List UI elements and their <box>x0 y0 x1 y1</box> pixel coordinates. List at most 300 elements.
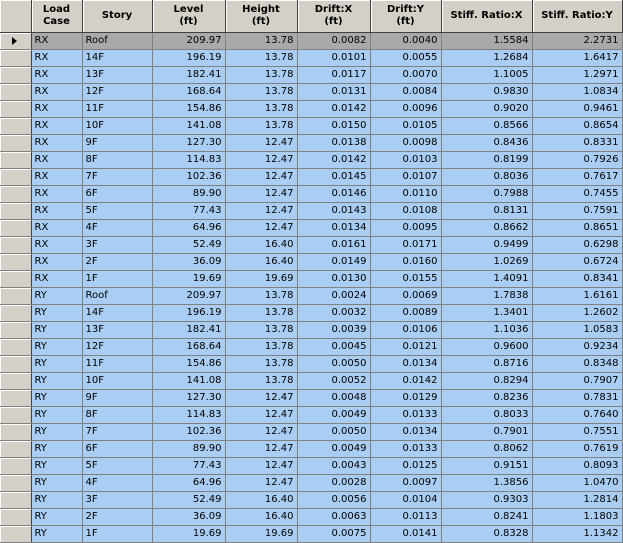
cell-level[interactable]: 52.49 <box>152 237 225 254</box>
table-row[interactable] <box>0 67 622 84</box>
cell-stiff-ratio-x[interactable]: 0.8236 <box>441 390 532 407</box>
cell-drift-y[interactable]: 0.0133 <box>370 407 441 424</box>
table-row[interactable] <box>0 135 622 152</box>
cell-stiff-ratio-x[interactable]: 0.8062 <box>441 441 532 458</box>
cell-stiff-ratio-y[interactable]: 1.2814 <box>532 492 622 509</box>
table-row[interactable] <box>0 322 622 339</box>
cell-level[interactable]: 209.97 <box>152 288 225 305</box>
cell-load-case[interactable]: RX <box>31 118 82 135</box>
row-selector[interactable] <box>0 67 31 84</box>
cell-height[interactable]: 16.40 <box>225 237 297 254</box>
cell-level[interactable]: 114.83 <box>152 152 225 169</box>
cell-load-case[interactable]: RX <box>31 271 82 288</box>
cell-level[interactable]: 127.30 <box>152 135 225 152</box>
cell-stiff-ratio-y[interactable]: 1.0583 <box>532 322 622 339</box>
row-selector[interactable] <box>0 339 31 356</box>
cell-drift-x[interactable]: 0.0145 <box>297 169 370 186</box>
cell-load-case[interactable]: RX <box>31 152 82 169</box>
row-selector[interactable] <box>0 458 31 475</box>
table-row[interactable] <box>0 356 622 373</box>
table-row[interactable] <box>0 509 622 526</box>
row-selector[interactable] <box>0 526 31 543</box>
cell-level[interactable]: 154.86 <box>152 356 225 373</box>
cell-height[interactable]: 13.78 <box>225 118 297 135</box>
cell-height[interactable]: 12.47 <box>225 203 297 220</box>
cell-stiff-ratio-y[interactable]: 0.9461 <box>532 101 622 118</box>
cell-stiff-ratio-x[interactable]: 0.8566 <box>441 118 532 135</box>
cell-stiff-ratio-y[interactable]: 0.8093 <box>532 458 622 475</box>
row-selector[interactable] <box>0 288 31 305</box>
cell-stiff-ratio-x[interactable]: 1.4091 <box>441 271 532 288</box>
table-row[interactable] <box>0 84 622 101</box>
cell-height[interactable]: 13.78 <box>225 33 297 50</box>
cell-stiff-ratio-y[interactable]: 0.7831 <box>532 390 622 407</box>
cell-drift-x[interactable]: 0.0056 <box>297 492 370 509</box>
cell-stiff-ratio-y[interactable]: 0.7551 <box>532 424 622 441</box>
cell-story[interactable]: 11F <box>82 356 152 373</box>
cell-stiff-ratio-y[interactable]: 0.7591 <box>532 203 622 220</box>
cell-level[interactable]: 36.09 <box>152 509 225 526</box>
cell-height[interactable]: 12.47 <box>225 169 297 186</box>
cell-height[interactable]: 12.47 <box>225 407 297 424</box>
row-selector[interactable] <box>0 84 31 101</box>
cell-story[interactable]: Roof <box>82 33 152 50</box>
cell-height[interactable]: 12.47 <box>225 186 297 203</box>
row-selector[interactable] <box>0 101 31 118</box>
cell-stiff-ratio-x[interactable]: 0.8033 <box>441 407 532 424</box>
cell-stiff-ratio-y[interactable]: 1.6417 <box>532 50 622 67</box>
cell-drift-y[interactable]: 0.0108 <box>370 203 441 220</box>
cell-story[interactable]: 8F <box>82 152 152 169</box>
cell-drift-y[interactable]: 0.0096 <box>370 101 441 118</box>
cell-stiff-ratio-y[interactable]: 0.8654 <box>532 118 622 135</box>
cell-level[interactable]: 19.69 <box>152 526 225 543</box>
row-selector[interactable] <box>0 169 31 186</box>
table-row[interactable] <box>0 492 622 509</box>
cell-stiff-ratio-x[interactable]: 0.8328 <box>441 526 532 543</box>
cell-drift-x[interactable]: 0.0052 <box>297 373 370 390</box>
cell-stiff-ratio-y[interactable]: 1.0470 <box>532 475 622 492</box>
cell-height[interactable]: 13.78 <box>225 101 297 118</box>
cell-drift-y[interactable]: 0.0155 <box>370 271 441 288</box>
cell-load-case[interactable]: RY <box>31 407 82 424</box>
column-header-load-case[interactable] <box>31 0 82 33</box>
cell-drift-y[interactable]: 0.0107 <box>370 169 441 186</box>
cell-stiff-ratio-y[interactable]: 0.7907 <box>532 373 622 390</box>
cell-load-case[interactable]: RX <box>31 220 82 237</box>
cell-height[interactable]: 13.78 <box>225 322 297 339</box>
cell-stiff-ratio-y[interactable]: 1.2971 <box>532 67 622 84</box>
cell-load-case[interactable]: RX <box>31 186 82 203</box>
cell-height[interactable]: 13.78 <box>225 305 297 322</box>
row-selector[interactable] <box>0 220 31 237</box>
table-row[interactable] <box>0 186 622 203</box>
cell-level[interactable]: 89.90 <box>152 441 225 458</box>
table-row[interactable] <box>0 50 622 67</box>
row-selector[interactable] <box>0 254 31 271</box>
cell-height[interactable]: 12.47 <box>225 152 297 169</box>
cell-height[interactable]: 12.47 <box>225 441 297 458</box>
cell-level[interactable]: 209.97 <box>152 33 225 50</box>
cell-drift-x[interactable]: 0.0050 <box>297 356 370 373</box>
table-row[interactable] <box>0 152 622 169</box>
cell-story[interactable]: 10F <box>82 118 152 135</box>
cell-drift-y[interactable]: 0.0134 <box>370 356 441 373</box>
row-selector[interactable] <box>0 33 31 50</box>
cell-stiff-ratio-x[interactable]: 0.7901 <box>441 424 532 441</box>
cell-drift-y[interactable]: 0.0089 <box>370 305 441 322</box>
cell-drift-y[interactable]: 0.0121 <box>370 339 441 356</box>
cell-drift-y[interactable]: 0.0070 <box>370 67 441 84</box>
cell-story[interactable]: 8F <box>82 407 152 424</box>
cell-drift-x[interactable]: 0.0045 <box>297 339 370 356</box>
cell-stiff-ratio-y[interactable]: 0.8341 <box>532 271 622 288</box>
cell-stiff-ratio-x[interactable]: 0.9499 <box>441 237 532 254</box>
row-selector[interactable] <box>0 356 31 373</box>
cell-level[interactable]: 141.08 <box>152 118 225 135</box>
cell-drift-x[interactable]: 0.0049 <box>297 407 370 424</box>
cell-stiff-ratio-y[interactable]: 2.2731 <box>532 33 622 50</box>
cell-height[interactable]: 16.40 <box>225 509 297 526</box>
cell-load-case[interactable]: RY <box>31 288 82 305</box>
cell-drift-x[interactable]: 0.0131 <box>297 84 370 101</box>
cell-level[interactable]: 182.41 <box>152 67 225 84</box>
table-row[interactable] <box>0 390 622 407</box>
cell-drift-x[interactable]: 0.0142 <box>297 101 370 118</box>
cell-stiff-ratio-y[interactable]: 0.9234 <box>532 339 622 356</box>
cell-level[interactable]: 102.36 <box>152 424 225 441</box>
cell-load-case[interactable]: RX <box>31 84 82 101</box>
cell-drift-y[interactable]: 0.0040 <box>370 33 441 50</box>
cell-load-case[interactable]: RX <box>31 67 82 84</box>
cell-stiff-ratio-x[interactable]: 0.9151 <box>441 458 532 475</box>
cell-stiff-ratio-y[interactable]: 0.7619 <box>532 441 622 458</box>
column-header-height[interactable] <box>225 0 297 33</box>
table-row[interactable] <box>0 237 622 254</box>
cell-stiff-ratio-y[interactable]: 1.6161 <box>532 288 622 305</box>
cell-load-case[interactable]: RY <box>31 458 82 475</box>
cell-drift-x[interactable]: 0.0134 <box>297 220 370 237</box>
cell-story[interactable]: 12F <box>82 339 152 356</box>
cell-level[interactable]: 36.09 <box>152 254 225 271</box>
cell-height[interactable]: 12.47 <box>225 424 297 441</box>
cell-height[interactable]: 13.78 <box>225 67 297 84</box>
cell-stiff-ratio-x[interactable]: 0.9600 <box>441 339 532 356</box>
column-header-stiff-ratio-y[interactable] <box>532 0 622 33</box>
cell-stiff-ratio-x[interactable]: 1.3401 <box>441 305 532 322</box>
cell-stiff-ratio-y[interactable]: 0.7455 <box>532 186 622 203</box>
row-selector[interactable] <box>0 390 31 407</box>
cell-height[interactable]: 16.40 <box>225 492 297 509</box>
cell-stiff-ratio-x[interactable]: 0.8716 <box>441 356 532 373</box>
cell-stiff-ratio-x[interactable]: 1.1005 <box>441 67 532 84</box>
cell-stiff-ratio-x[interactable]: 0.8241 <box>441 509 532 526</box>
cell-height[interactable]: 13.78 <box>225 339 297 356</box>
cell-story[interactable]: 14F <box>82 305 152 322</box>
cell-story[interactable]: 1F <box>82 526 152 543</box>
cell-load-case[interactable]: RY <box>31 305 82 322</box>
cell-drift-x[interactable]: 0.0161 <box>297 237 370 254</box>
cell-story[interactable]: 7F <box>82 424 152 441</box>
cell-level[interactable]: 77.43 <box>152 203 225 220</box>
cell-stiff-ratio-x[interactable]: 0.9830 <box>441 84 532 101</box>
cell-story[interactable]: 12F <box>82 84 152 101</box>
cell-drift-y[interactable]: 0.0104 <box>370 492 441 509</box>
cell-load-case[interactable]: RX <box>31 237 82 254</box>
table-row[interactable] <box>0 475 622 492</box>
row-selector[interactable] <box>0 135 31 152</box>
row-selector[interactable] <box>0 407 31 424</box>
row-selector[interactable] <box>0 50 31 67</box>
cell-drift-x[interactable]: 0.0049 <box>297 441 370 458</box>
cell-stiff-ratio-y[interactable]: 0.8348 <box>532 356 622 373</box>
cell-story[interactable]: 5F <box>82 458 152 475</box>
row-selector[interactable] <box>0 271 31 288</box>
cell-level[interactable]: 182.41 <box>152 322 225 339</box>
cell-drift-y[interactable]: 0.0160 <box>370 254 441 271</box>
cell-story[interactable]: 9F <box>82 390 152 407</box>
cell-level[interactable]: 168.64 <box>152 339 225 356</box>
table-row[interactable] <box>0 339 622 356</box>
cell-height[interactable]: 13.78 <box>225 50 297 67</box>
cell-story[interactable]: 11F <box>82 101 152 118</box>
cell-stiff-ratio-x[interactable]: 0.9020 <box>441 101 532 118</box>
cell-load-case[interactable]: RX <box>31 254 82 271</box>
cell-drift-x[interactable]: 0.0039 <box>297 322 370 339</box>
cell-drift-x[interactable]: 0.0043 <box>297 458 370 475</box>
table-row[interactable] <box>0 271 622 288</box>
cell-drift-x[interactable]: 0.0130 <box>297 271 370 288</box>
cell-level[interactable]: 19.69 <box>152 271 225 288</box>
cell-drift-y[interactable]: 0.0098 <box>370 135 441 152</box>
cell-stiff-ratio-y[interactable]: 0.6724 <box>532 254 622 271</box>
cell-height[interactable]: 12.47 <box>225 220 297 237</box>
cell-drift-x[interactable]: 0.0063 <box>297 509 370 526</box>
row-selector[interactable] <box>0 203 31 220</box>
cell-level[interactable]: 196.19 <box>152 50 225 67</box>
table-row[interactable] <box>0 254 622 271</box>
table-row[interactable] <box>0 305 622 322</box>
cell-drift-x[interactable]: 0.0028 <box>297 475 370 492</box>
column-header-stiff-ratio-x[interactable] <box>441 0 532 33</box>
cell-level[interactable]: 154.86 <box>152 101 225 118</box>
cell-story[interactable]: 4F <box>82 220 152 237</box>
cell-story[interactable]: 7F <box>82 169 152 186</box>
cell-stiff-ratio-x[interactable]: 1.5584 <box>441 33 532 50</box>
cell-stiff-ratio-x[interactable]: 0.8036 <box>441 169 532 186</box>
cell-stiff-ratio-x[interactable]: 1.0269 <box>441 254 532 271</box>
cell-stiff-ratio-y[interactable]: 1.1803 <box>532 509 622 526</box>
cell-stiff-ratio-x[interactable]: 1.7838 <box>441 288 532 305</box>
cell-story[interactable]: Roof <box>82 288 152 305</box>
cell-drift-x[interactable]: 0.0146 <box>297 186 370 203</box>
row-selector[interactable] <box>0 509 31 526</box>
cell-load-case[interactable]: RX <box>31 101 82 118</box>
cell-drift-y[interactable]: 0.0105 <box>370 118 441 135</box>
cell-level[interactable]: 64.96 <box>152 220 225 237</box>
cell-load-case[interactable]: RY <box>31 424 82 441</box>
cell-story[interactable]: 13F <box>82 322 152 339</box>
cell-drift-x[interactable]: 0.0138 <box>297 135 370 152</box>
cell-height[interactable]: 12.47 <box>225 475 297 492</box>
cell-stiff-ratio-x[interactable]: 0.8131 <box>441 203 532 220</box>
cell-drift-y[interactable]: 0.0171 <box>370 237 441 254</box>
cell-level[interactable]: 141.08 <box>152 373 225 390</box>
cell-story[interactable]: 5F <box>82 203 152 220</box>
cell-height[interactable]: 13.78 <box>225 288 297 305</box>
cell-stiff-ratio-x[interactable]: 0.8662 <box>441 220 532 237</box>
table-row[interactable] <box>0 118 622 135</box>
cell-load-case[interactable]: RY <box>31 322 82 339</box>
cell-story[interactable]: 14F <box>82 50 152 67</box>
table-row[interactable] <box>0 288 622 305</box>
cell-drift-y[interactable]: 0.0141 <box>370 526 441 543</box>
cell-drift-y[interactable]: 0.0129 <box>370 390 441 407</box>
table-row[interactable] <box>0 33 622 50</box>
cell-level[interactable]: 52.49 <box>152 492 225 509</box>
cell-load-case[interactable]: RY <box>31 441 82 458</box>
cell-story[interactable]: 4F <box>82 475 152 492</box>
cell-story[interactable]: 2F <box>82 254 152 271</box>
cell-stiff-ratio-y[interactable]: 0.8331 <box>532 135 622 152</box>
cell-stiff-ratio-x[interactable]: 0.8294 <box>441 373 532 390</box>
cell-load-case[interactable]: RY <box>31 492 82 509</box>
row-selector[interactable] <box>0 186 31 203</box>
cell-story[interactable]: 9F <box>82 135 152 152</box>
table-row[interactable] <box>0 203 622 220</box>
cell-height[interactable]: 19.69 <box>225 271 297 288</box>
cell-drift-y[interactable]: 0.0097 <box>370 475 441 492</box>
cell-level[interactable]: 127.30 <box>152 390 225 407</box>
cell-height[interactable]: 19.69 <box>225 526 297 543</box>
row-selector[interactable] <box>0 118 31 135</box>
table-row[interactable] <box>0 424 622 441</box>
cell-drift-y[interactable]: 0.0134 <box>370 424 441 441</box>
cell-story[interactable]: 10F <box>82 373 152 390</box>
cell-level[interactable]: 196.19 <box>152 305 225 322</box>
cell-drift-y[interactable]: 0.0084 <box>370 84 441 101</box>
cell-stiff-ratio-y[interactable]: 0.8651 <box>532 220 622 237</box>
cell-drift-x[interactable]: 0.0101 <box>297 50 370 67</box>
cell-stiff-ratio-y[interactable]: 1.2602 <box>532 305 622 322</box>
cell-height[interactable]: 12.47 <box>225 458 297 475</box>
column-header-drift-x[interactable] <box>297 0 370 33</box>
cell-drift-x[interactable]: 0.0024 <box>297 288 370 305</box>
cell-stiff-ratio-x[interactable]: 0.8199 <box>441 152 532 169</box>
cell-stiff-ratio-x[interactable]: 0.8436 <box>441 135 532 152</box>
cell-drift-x[interactable]: 0.0142 <box>297 152 370 169</box>
cell-drift-y[interactable]: 0.0106 <box>370 322 441 339</box>
cell-stiff-ratio-x[interactable]: 1.1036 <box>441 322 532 339</box>
row-selector[interactable] <box>0 322 31 339</box>
row-selector[interactable] <box>0 373 31 390</box>
cell-drift-y[interactable]: 0.0069 <box>370 288 441 305</box>
cell-load-case[interactable]: RY <box>31 509 82 526</box>
cell-level[interactable]: 64.96 <box>152 475 225 492</box>
cell-drift-x[interactable]: 0.0150 <box>297 118 370 135</box>
cell-drift-x[interactable]: 0.0082 <box>297 33 370 50</box>
table-row[interactable] <box>0 458 622 475</box>
cell-level[interactable]: 89.90 <box>152 186 225 203</box>
cell-stiff-ratio-y[interactable]: 0.7617 <box>532 169 622 186</box>
cell-height[interactable]: 13.78 <box>225 84 297 101</box>
cell-stiff-ratio-y[interactable]: 0.7640 <box>532 407 622 424</box>
corner-selector-header[interactable] <box>0 0 31 33</box>
cell-story[interactable]: 3F <box>82 492 152 509</box>
cell-stiff-ratio-x[interactable]: 0.7988 <box>441 186 532 203</box>
cell-drift-y[interactable]: 0.0055 <box>370 50 441 67</box>
cell-story[interactable]: 3F <box>82 237 152 254</box>
cell-stiff-ratio-y[interactable]: 1.0834 <box>532 84 622 101</box>
row-selector[interactable] <box>0 424 31 441</box>
cell-level[interactable]: 114.83 <box>152 407 225 424</box>
cell-story[interactable]: 13F <box>82 67 152 84</box>
cell-load-case[interactable]: RX <box>31 33 82 50</box>
cell-story[interactable]: 6F <box>82 186 152 203</box>
cell-story[interactable]: 6F <box>82 441 152 458</box>
cell-level[interactable]: 77.43 <box>152 458 225 475</box>
cell-load-case[interactable]: RX <box>31 135 82 152</box>
column-header-level[interactable] <box>152 0 225 33</box>
column-header-story[interactable] <box>82 0 152 33</box>
cell-stiff-ratio-x[interactable]: 1.3856 <box>441 475 532 492</box>
cell-drift-x[interactable]: 0.0143 <box>297 203 370 220</box>
cell-load-case[interactable]: RX <box>31 169 82 186</box>
cell-height[interactable]: 13.78 <box>225 373 297 390</box>
row-selector[interactable] <box>0 305 31 322</box>
cell-drift-y[interactable]: 0.0142 <box>370 373 441 390</box>
cell-drift-y[interactable]: 0.0133 <box>370 441 441 458</box>
cell-drift-x[interactable]: 0.0048 <box>297 390 370 407</box>
cell-height[interactable]: 12.47 <box>225 390 297 407</box>
cell-load-case[interactable]: RY <box>31 475 82 492</box>
cell-level[interactable]: 102.36 <box>152 169 225 186</box>
row-selector[interactable] <box>0 492 31 509</box>
cell-load-case[interactable]: RX <box>31 203 82 220</box>
cell-stiff-ratio-y[interactable]: 0.6298 <box>532 237 622 254</box>
cell-load-case[interactable]: RY <box>31 390 82 407</box>
cell-stiff-ratio-y[interactable]: 0.7926 <box>532 152 622 169</box>
table-row[interactable] <box>0 441 622 458</box>
cell-load-case[interactable]: RX <box>31 50 82 67</box>
cell-drift-x[interactable]: 0.0050 <box>297 424 370 441</box>
table-row[interactable] <box>0 526 622 543</box>
cell-story[interactable]: 2F <box>82 509 152 526</box>
cell-level[interactable]: 168.64 <box>152 84 225 101</box>
row-selector[interactable] <box>0 152 31 169</box>
table-row[interactable] <box>0 407 622 424</box>
table-row[interactable] <box>0 169 622 186</box>
table-row[interactable] <box>0 101 622 118</box>
cell-drift-x[interactable]: 0.0075 <box>297 526 370 543</box>
cell-stiff-ratio-x[interactable]: 0.9303 <box>441 492 532 509</box>
cell-height[interactable]: 13.78 <box>225 356 297 373</box>
row-selector[interactable] <box>0 441 31 458</box>
cell-load-case[interactable]: RY <box>31 373 82 390</box>
column-header-drift-y[interactable] <box>370 0 441 33</box>
cell-stiff-ratio-x[interactable]: 1.2684 <box>441 50 532 67</box>
cell-story[interactable]: 1F <box>82 271 152 288</box>
cell-load-case[interactable]: RY <box>31 356 82 373</box>
cell-drift-x[interactable]: 0.0032 <box>297 305 370 322</box>
row-selector[interactable] <box>0 475 31 492</box>
table-row[interactable] <box>0 220 622 237</box>
row-selector[interactable] <box>0 237 31 254</box>
cell-drift-y[interactable]: 0.0110 <box>370 186 441 203</box>
cell-height[interactable]: 12.47 <box>225 135 297 152</box>
cell-stiff-ratio-y[interactable]: 1.1342 <box>532 526 622 543</box>
table-row[interactable] <box>0 373 622 390</box>
